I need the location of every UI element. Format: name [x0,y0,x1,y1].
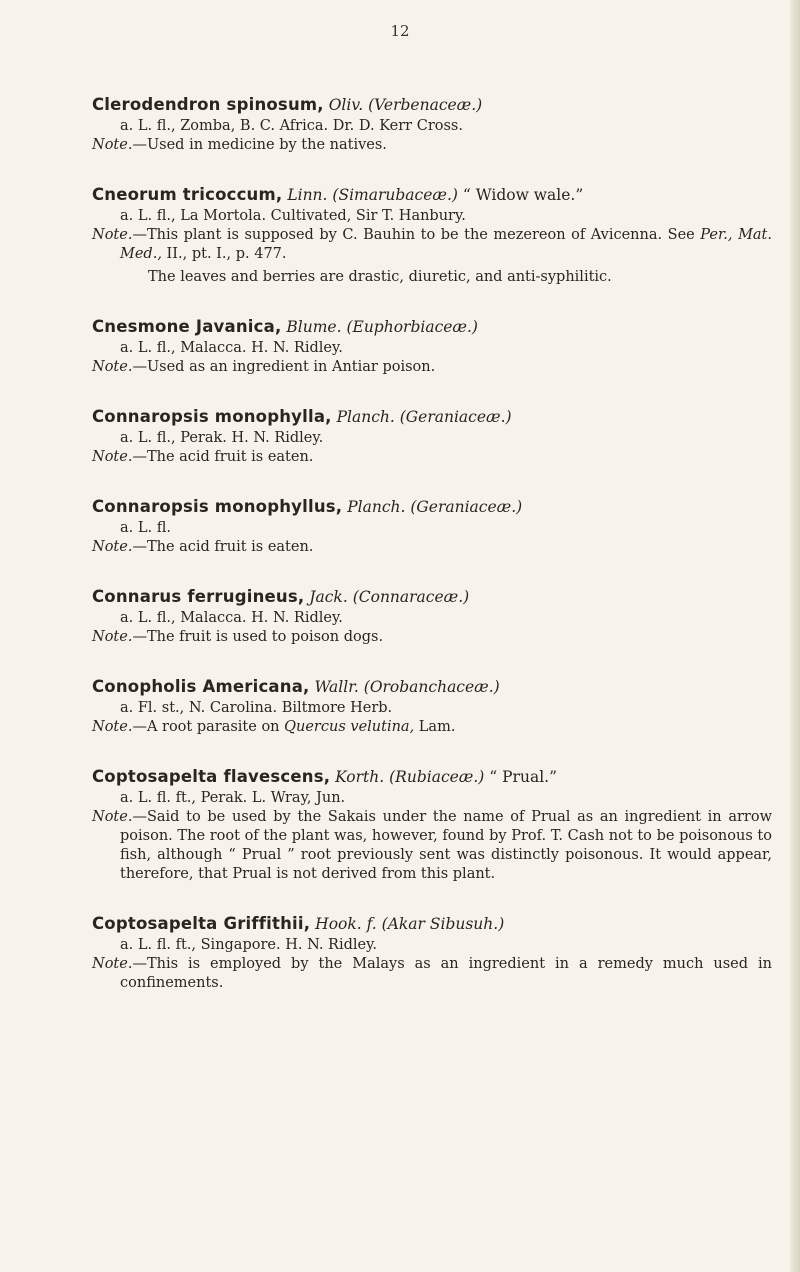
note-label: Note. [92,629,133,645]
specimen-line: a. L. fl. ft., Perak. L. Wray, Jun. [120,790,346,806]
note-text: —The fruit is used to poison dogs. [132,629,384,645]
species-name: Cneorum tricoccum, [92,185,283,204]
note-label: Note. [92,719,133,735]
specimen-line: a. L. fl., Malacca. H. N. Ridley. [120,610,343,626]
note-text: —This plant is supposed by C. Bauhin to be the mezereon of Avicenna. See [132,227,701,243]
note [92,628,772,647]
note [92,718,772,737]
species-name: Coptosapelta Griffithii, [92,914,311,933]
entry-coptosapelta-flavescens [92,766,772,884]
authority: Korth. [335,768,385,786]
entry-cnesmone-javanica [92,316,772,377]
note [92,538,772,557]
family: (Geraniaceæ.) [410,498,523,516]
species-name: Coptosapelta flavescens, [92,767,331,786]
note-text: —The acid fruit is eaten. [132,539,314,555]
note [92,448,772,467]
note [92,136,772,155]
entry-cneorum-tricoccum [92,184,772,287]
note-reference: Quercus velutina, [284,719,415,735]
note [92,226,772,287]
note [92,358,772,377]
entry-heading [92,94,772,116]
species-name: Connaropsis monophyllus, [92,497,343,516]
page-edge-shadow [790,0,800,1272]
entry-list [92,94,772,993]
note-text: —A root parasite on [132,719,285,735]
note-text: —The acid fruit is eaten. [132,449,314,465]
entry-coptosapelta-griffithii [92,913,772,993]
entry-heading [92,184,772,206]
family: (Geraniaceæ.) [399,408,512,426]
entry-heading [92,316,772,338]
note-label: Note. [92,227,133,243]
note-label: Note. [92,809,133,825]
species-name: Connaropsis monophylla, [92,407,332,426]
specimen-line: a. L. fl., La Mortola. Cultivated, Sir T. Hanbury. [120,208,466,224]
family: (Simarubaceæ.) [332,186,458,204]
note-label: Note. [92,137,133,153]
note-label: Note. [92,359,133,375]
species-name: Cnesmone Javanica, [92,317,282,336]
note-extra: The leaves and berries are drastic, diuretic, and anti-syphilitic. [148,269,612,285]
note-text: —Used in medicine by the natives. [132,137,387,153]
note-tail: II., pt. I., p. 477. [161,246,287,262]
note-text: —This is employed by the Malays as an ingredient in a remedy much used in confinements. [120,956,772,991]
family: (Akar Sibusuh.) [381,915,505,933]
specimen-line: a. L. fl. [120,520,171,536]
authority: Planch. [347,498,406,516]
entry-heading [92,496,772,518]
common-name: “ Widow wale.” [462,186,584,204]
family: (Orobanchaceæ.) [363,678,500,696]
note-text: —Used as an ingredient in Antiar poison. [132,359,436,375]
specimen-line: a. L. fl. ft., Singapore. H. N. Ridley. [120,937,377,953]
family: (Verbenaceæ.) [368,96,483,114]
note-label: Note. [92,539,133,555]
family: (Connaraceæ.) [352,588,470,606]
entry-heading [92,586,772,608]
page-number: 12 [390,22,410,40]
note-label: Note. [92,956,133,972]
note-text: —Said to be used by the Sakais under the name of Prual as an ingredient in arrow poison. The root of the plant was, however, found by Prof. T. Cash not to be poisonous to fish, although “ Prual ” root previously sent was distinctly poisonous. It would appear, therefore, that Prual is not derived from this plant. [120,809,772,882]
authority: Oliv. [328,96,364,114]
family: (Rubiaceæ.) [389,768,485,786]
authority: Linn. [287,186,328,204]
note-label: Note. [92,449,133,465]
authority: Hook. f. [315,915,377,933]
common-name: “ Prual.” [489,768,558,786]
specimen-line: a. Fl. st., N. Carolina. Biltmore Herb. [120,700,393,716]
authority: Wallr. [314,678,359,696]
specimen-line: a. L. fl., Zomba, B. C. Africa. Dr. D. Kerr Cross. [120,118,463,134]
entry-conopholis-americana [92,676,772,737]
species-name: Connarus ferrugineus, [92,587,305,606]
species-name: Conopholis Americana, [92,677,310,696]
specimen-line: a. L. fl., Perak. H. N. Ridley. [120,430,324,446]
family: (Euphorbiaceæ.) [346,318,478,336]
entry-connarus-ferrugineus [92,586,772,647]
note-tail: Lam. [414,719,456,735]
species-name: Clerodendron spinosum, [92,95,324,114]
entry-heading [92,766,772,788]
authority: Planch. [336,408,395,426]
entry-clerodendron-spinosum [92,94,772,155]
entry-connaropsis-monophyllus [92,496,772,557]
note [92,955,772,993]
entry-heading [92,913,772,935]
entry-heading [92,676,772,698]
authority: Blume. [286,318,342,336]
entry-heading [92,406,772,428]
note-reference: Per., Mat. Med., [120,227,772,262]
entry-connaropsis-monophylla [92,406,772,467]
authority: Jack. [309,588,348,606]
specimen-line: a. L. fl., Malacca. H. N. Ridley. [120,340,343,356]
note [92,808,772,884]
